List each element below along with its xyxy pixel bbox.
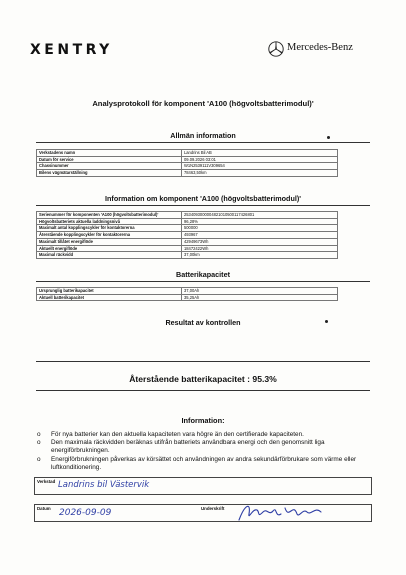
component-rule [36,205,370,206]
general-section-title: Allmän information [170,131,236,140]
result-section-title: Resultat av kontrollen [165,318,241,327]
date-signature-box [34,504,372,522]
general-rule [36,142,370,143]
result-rule-top [36,361,370,362]
table-row: Bilens vägmätarställning 78463,50km [37,170,338,177]
mercedes-benz-wordmark: Mercedes-Benz [287,42,353,53]
table-row: Ursprunglig batterikapacitet 37,00Ah [37,288,338,295]
bullet-dot [325,320,328,323]
capacity-table [36,287,338,301]
list-item: o Den maximala räckvidden beräknas utifrån batteriets användbara energi och den genomsnitt liga energiförbrukningen. [34,439,374,455]
table-row: Aktuellt energiflöde 18472422Wh [37,245,338,252]
table-row: Maximal räckvidd 37,00km [37,252,338,259]
date-handwriting: 2026-09-09 [59,508,112,518]
table-row: Datum för service 09.09.2026 03:01 [37,156,338,163]
list-item: o Energiförbrukningen påverkas av körsättet och användningen av andra sekundärförbrukare som värme eller luftkonditionering. [34,456,374,472]
table-row: Chassinummer W1N2539111V309654 [37,163,338,170]
result-rule-bottom [36,390,370,391]
table-row: Återstående kopplingscykler för kontaktorerna 493967 [37,232,338,239]
xentry-logo: XENTRY [30,42,113,58]
info-title: Information: [181,416,225,425]
remaining-capacity: Återstående batterikapacitet : 95.3% [129,374,277,384]
table-row: Högvoltsbatteriets aktuella laddningsnivå 96,28% [37,218,338,225]
bullet-dot [327,136,330,139]
signature-label: Underskrift [201,506,225,511]
table-row: Aktuell batterikapacitet 35,25Ah [37,294,338,301]
date-label: Datum [37,506,51,511]
info-list [34,431,374,472]
workshop-box [34,477,372,495]
table-row: Verkstadens namn Landrins Bil AB [37,150,338,157]
mercedes-star-icon [268,41,284,57]
capacity-rule [36,281,370,282]
capacity-section-title: Batterikapacitet [176,270,230,279]
signature-icon [235,500,335,526]
component-table [36,211,338,259]
table-row: Serienummer för komponenten 'A100 (högvoltsbatterimodul)' 2534093000004821010500117426801 [37,212,338,219]
table-row: Maximalt tillåtet energiflöde 42949673Wh [37,238,338,245]
general-table [36,149,338,177]
workshop-handwriting: Landrins bil Västervik [58,480,150,490]
list-item: o För nya batterier kan den aktuella kapaciteten vara högre än den certifierade kapaciteten. [34,431,374,439]
table-row: Maximalt antal kopplingscykler för kontaktorerna 500000 [37,225,338,232]
document-title: Analysprotokoll för komponent 'A100 (högvoltsbatterimodul)' [92,99,314,108]
component-section-title: Information om komponent 'A100 (högvoltsbatterimodul)' [105,194,301,203]
workshop-label: Verkstad [37,479,56,484]
